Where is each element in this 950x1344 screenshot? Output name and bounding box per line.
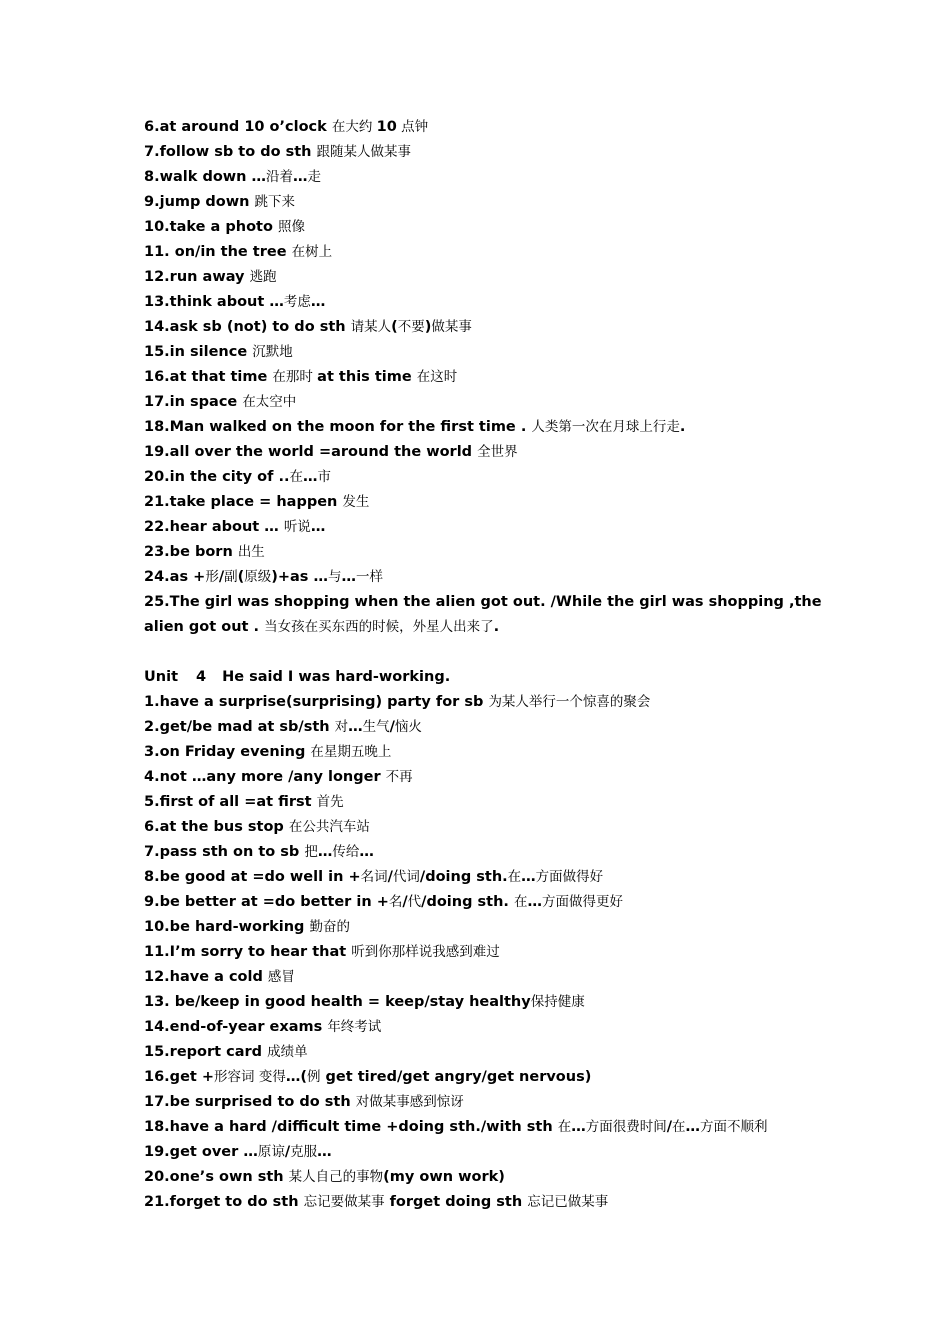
english-text: 17.in space — [144, 394, 243, 410]
english-text: / — [389, 719, 395, 735]
phrase-item — [144, 465, 824, 490]
english-text: ( — [391, 319, 398, 335]
english-text: 20.in the city of .. — [144, 469, 290, 485]
english-text: …( — [285, 1069, 307, 1085]
english-text: 9.be better at =do better in + — [144, 894, 389, 910]
chinese-text: 方面很费时间 — [585, 1119, 667, 1135]
english-text: /doing sth. — [419, 869, 508, 885]
english-text: 10.be hard-working — [144, 919, 310, 935]
chinese-text: 在 — [513, 894, 528, 910]
chinese-text: 请某人 — [350, 319, 392, 335]
chinese-text: 对做某事感到惊讶 — [355, 1094, 464, 1110]
phrase-item — [144, 1040, 824, 1065]
chinese-text: 忘记要做某事 — [303, 1194, 385, 1210]
chinese-text: 走 — [307, 169, 322, 185]
phrase-item — [144, 415, 824, 440]
phrase-item — [144, 1165, 824, 1190]
chinese-text: 当女孩在买东西的时候，外星人出来了 — [264, 619, 494, 635]
chinese-text: 名 — [388, 894, 403, 910]
chinese-text: 跟随某人做某事 — [316, 144, 412, 160]
phrase-item — [144, 590, 824, 640]
phrase-item — [144, 890, 824, 915]
chinese-text: 不要 — [397, 319, 425, 335]
english-text: 11.I’m sorry to hear that — [144, 944, 352, 960]
chinese-text: 忘记已做某事 — [527, 1194, 609, 1210]
chinese-text: 听说 — [283, 519, 311, 535]
english-text: . — [493, 619, 500, 635]
page-content — [144, 115, 824, 1215]
phrase-item — [144, 865, 824, 890]
english-text: 17.be surprised to do sth — [144, 1094, 356, 1110]
english-text: 24.as + — [144, 569, 206, 585]
phrase-item — [144, 1115, 824, 1140]
english-text: … — [685, 1119, 701, 1135]
english-text: … — [303, 469, 318, 485]
chinese-text: 在 — [507, 869, 522, 885]
chinese-text: 为某人举行一个惊喜的聚会 — [488, 694, 651, 710]
phrase-item — [144, 1140, 824, 1165]
english-text: 16.get + — [144, 1069, 215, 1085]
chinese-text: 跳下来 — [254, 194, 296, 210]
chinese-text: 形 — [205, 569, 219, 585]
chinese-text: 方面做得好 — [535, 869, 604, 885]
english-text: ) — [424, 319, 432, 335]
chinese-text: 在大约 — [331, 119, 377, 135]
phrase-item — [144, 815, 824, 840]
english-text: 20.one’s own sth — [144, 1169, 289, 1185]
chinese-text: 例 — [306, 1069, 321, 1085]
english-text: 2.get/be mad at sb/sth — [144, 719, 335, 735]
english-text: 18.Man walked on the moon for the first time . — [144, 419, 532, 435]
english-text: 12.have a cold — [144, 969, 268, 985]
phrase-item — [144, 915, 824, 940]
chinese-text: 做某事 — [431, 319, 472, 335]
chinese-text: 首先 — [316, 794, 344, 810]
chinese-text: 对 — [334, 719, 349, 735]
chinese-text: 原谅 — [257, 1144, 285, 1160]
english-text: 21.forget to do sth — [144, 1194, 304, 1210]
english-text: … — [310, 519, 326, 535]
english-text: 8.be good at =do well in + — [144, 869, 361, 885]
english-text: 13.think about … — [144, 294, 284, 310]
phrase-item — [144, 390, 824, 415]
phrase-item — [144, 740, 824, 765]
english-text: … — [571, 1119, 586, 1135]
english-text: / — [402, 894, 408, 910]
phrase-item — [144, 1190, 824, 1215]
english-text: … — [317, 844, 333, 860]
unit3-phrase-list — [144, 115, 824, 590]
english-text: . — [679, 419, 686, 435]
chinese-text: 发生 — [342, 494, 370, 510]
phrase-item — [144, 240, 824, 265]
phrase-item — [144, 190, 824, 215]
chinese-text: 在树上 — [291, 244, 333, 260]
english-text: … — [317, 1144, 332, 1160]
english-text: 4.not …any more /any longer — [144, 769, 386, 785]
english-text: 21.take place = happen — [144, 494, 343, 510]
english-text: get tired/get angry/get nervous) — [320, 1069, 592, 1085]
chinese-text: 沿着 — [266, 169, 294, 185]
english-text: at this time — [317, 369, 417, 385]
chinese-text: 照像 — [277, 219, 305, 235]
phrase-item — [144, 940, 824, 965]
chinese-text: 恼火 — [394, 719, 422, 735]
phrase-item — [144, 690, 824, 715]
english-text: / — [387, 869, 393, 885]
phrase-item — [144, 1065, 824, 1090]
phrase-item — [144, 515, 824, 540]
chinese-text: 代词 — [392, 869, 420, 885]
chinese-text: 勤奋的 — [309, 919, 350, 935]
phrase-item — [144, 765, 824, 790]
english-text: / — [218, 569, 225, 585]
chinese-text: 不再 — [385, 769, 413, 785]
english-text: 14.ask sb (not) to do sth — [144, 319, 351, 335]
chinese-text: 在公共汽车站 — [288, 819, 370, 835]
phrase-item — [144, 165, 824, 190]
phrase-item — [144, 490, 824, 515]
chinese-text: 在 — [557, 1119, 572, 1135]
phrase-item — [144, 840, 824, 865]
chinese-text: 传给 — [332, 844, 360, 860]
chinese-text: 在太空中 — [242, 394, 297, 410]
phrase-item — [144, 540, 824, 565]
chinese-text: 在这时 — [416, 369, 458, 385]
chinese-text: 成绩单 — [267, 1044, 308, 1060]
phrase-item — [144, 790, 824, 815]
english-text: … — [293, 169, 308, 185]
phrase-item — [144, 140, 824, 165]
chinese-text: 全世界 — [477, 444, 518, 460]
english-text: 15.in silence — [144, 344, 253, 360]
english-text: … — [521, 869, 536, 885]
chinese-text: 保持健康 — [530, 994, 585, 1010]
chinese-text: 某人自己的事物 — [288, 1169, 384, 1185]
english-text: … — [310, 294, 326, 310]
chinese-text: 副 — [224, 569, 238, 585]
chinese-text: 代 — [407, 894, 422, 910]
english-text: / — [284, 1144, 291, 1160]
unit4-phrase-list — [144, 690, 824, 1215]
blank-line — [144, 640, 824, 665]
phrase-item — [144, 1015, 824, 1040]
phrase-item — [144, 365, 824, 390]
chinese-text: 感冒 — [267, 969, 295, 985]
english-text: 14.end-of-year exams — [144, 1019, 328, 1035]
english-text: 7.follow sb to do sth — [144, 144, 317, 160]
english-text: 25.The girl was shopping when the alien got out. /While the girl was shopping ,the alien got out . — [144, 594, 822, 635]
english-text: 22.hear about … — [144, 519, 284, 535]
english-text: 5.first of all =at first — [144, 794, 317, 810]
chinese-text: 沉默地 — [252, 344, 293, 360]
phrase-item — [144, 265, 824, 290]
english-text: … — [359, 844, 374, 860]
phrase-item — [144, 315, 824, 340]
chinese-text: 原级 — [244, 569, 272, 585]
chinese-text: 与 — [328, 569, 342, 585]
english-text: … — [527, 894, 542, 910]
unit-heading — [144, 665, 824, 690]
english-text: 19.get over … — [144, 1144, 258, 1160]
phrase-item — [144, 1090, 824, 1115]
chinese-text: 形容词 变得 — [214, 1069, 286, 1085]
chinese-text: 在 — [289, 469, 303, 485]
phrase-item — [144, 115, 824, 140]
english-text: forget doing sth — [384, 1194, 528, 1210]
chinese-text: 听到你那样说我感到难过 — [351, 944, 500, 960]
english-text: )+as … — [271, 569, 328, 585]
chinese-text: 克服 — [290, 1144, 318, 1160]
english-text: ( — [237, 569, 245, 585]
english-text: / — [666, 1119, 673, 1135]
english-text: 8.walk down … — [144, 169, 267, 185]
english-text: (my own work) — [383, 1169, 505, 1185]
english-text: 16.at that time — [144, 369, 273, 385]
phrase-item — [144, 715, 824, 740]
unit-heading-prefix: Unit — [144, 669, 178, 685]
chinese-text: 在 — [672, 1119, 686, 1135]
phrase-item — [144, 215, 824, 240]
unit-heading-number: 4 — [196, 669, 207, 685]
chinese-text: 年终考试 — [327, 1019, 382, 1035]
english-text: 10.take a photo — [144, 219, 278, 235]
english-text: 1.have a surprise(surprising) party for sb — [144, 694, 489, 710]
chinese-text: 生气 — [362, 719, 390, 735]
chinese-text: 在星期五晚上 — [310, 744, 392, 760]
chinese-text: 方面做得更好 — [541, 894, 623, 910]
english-text: 18.have a hard /difficult time +doing sth./with sth — [144, 1119, 558, 1135]
chinese-text: 一样 — [356, 569, 383, 585]
phrase-item — [144, 965, 824, 990]
english-text: 15.report card — [144, 1044, 268, 1060]
chinese-text: 出生 — [237, 544, 265, 560]
english-text: 6.at the bus stop — [144, 819, 289, 835]
english-text: 6.at around 10 o’clock — [144, 119, 332, 135]
chinese-text: 方面不顺利 — [700, 1119, 768, 1135]
chinese-text: 在那时 — [272, 369, 318, 385]
english-text: 3.on Friday evening — [144, 744, 311, 760]
chinese-text: 把 — [304, 844, 318, 860]
chinese-text: 名词 — [360, 869, 388, 885]
english-text: 12.run away — [144, 269, 250, 285]
chinese-text: 市 — [317, 469, 331, 485]
english-text: … — [341, 569, 356, 585]
english-text: 10 — [376, 119, 397, 135]
chinese-text: 点钟 — [396, 119, 429, 135]
english-text: 19.all over the world =around the world — [144, 444, 478, 460]
phrase-item — [144, 990, 824, 1015]
phrase-item — [144, 565, 824, 590]
chinese-text: 考虑 — [283, 294, 311, 310]
english-text: 13. be/keep in good health = keep/stay healthy — [144, 994, 531, 1010]
phrase-item — [144, 290, 824, 315]
phrase-item — [144, 440, 824, 465]
english-text: 7.pass sth on to sb — [144, 844, 305, 860]
english-text: 23.be born — [144, 544, 238, 560]
english-text: 11. on/in the tree — [144, 244, 292, 260]
chinese-text: 逃跑 — [249, 269, 277, 285]
chinese-text: 人类第一次在月球上行走 — [531, 419, 680, 435]
unit-heading-text: He said I was hard-working. — [222, 669, 451, 685]
phrase-item — [144, 340, 824, 365]
english-text: /doing sth. — [421, 894, 514, 910]
english-text: 9.jump down — [144, 194, 255, 210]
english-text: … — [348, 719, 363, 735]
